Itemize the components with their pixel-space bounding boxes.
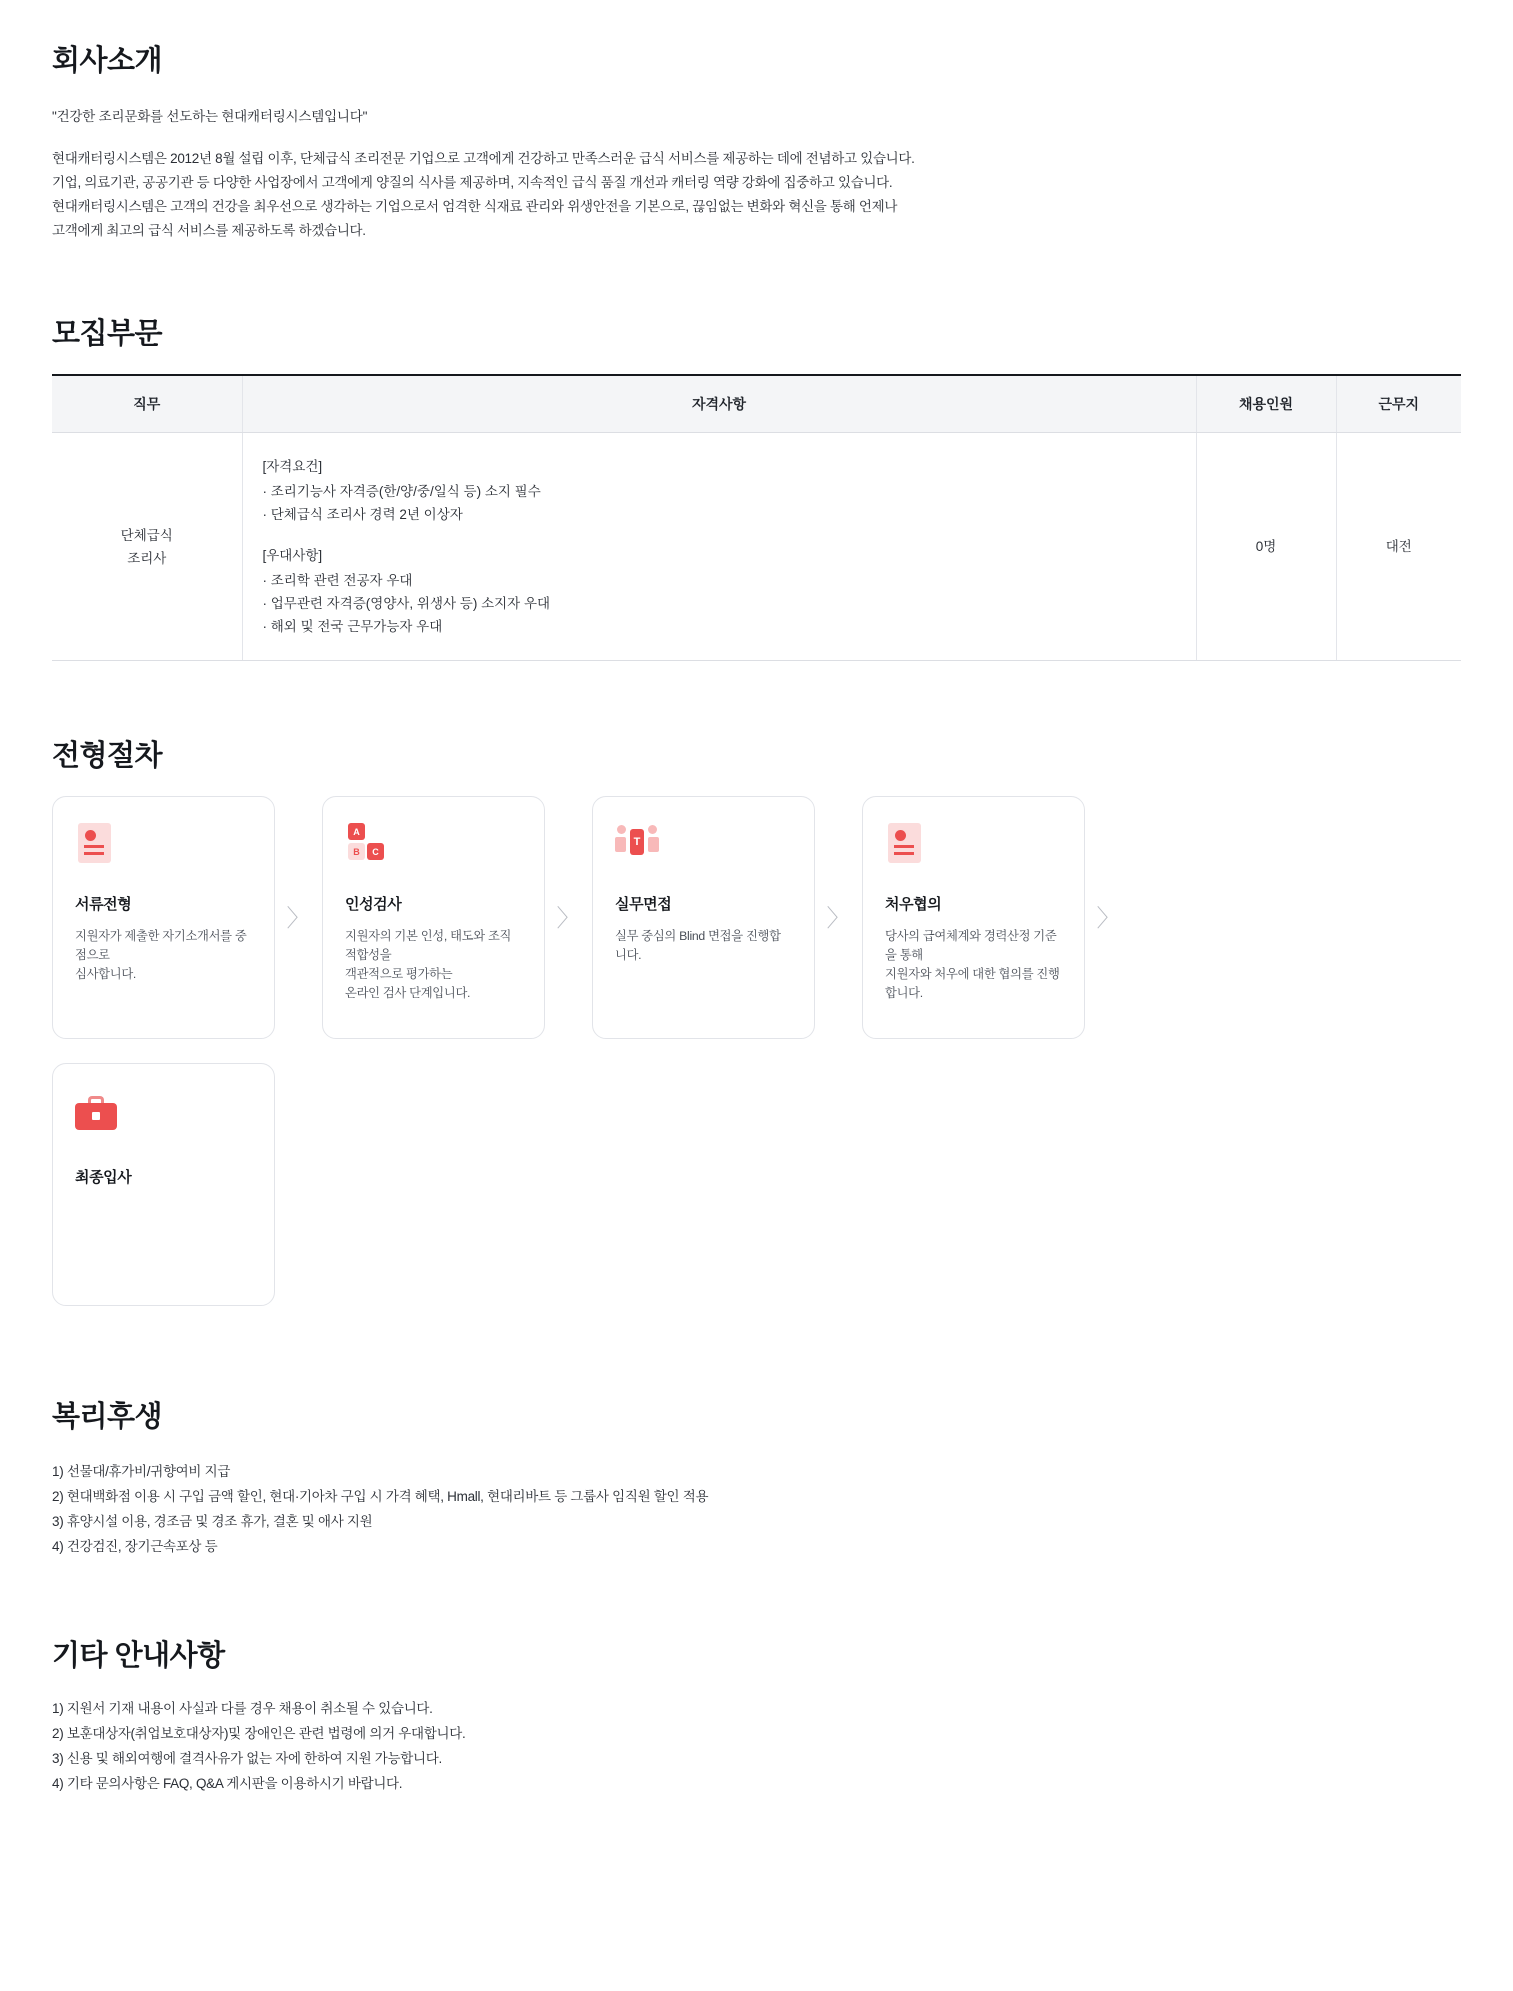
duty-line: 단체급식 (120, 527, 173, 543)
process-step-desc: 지원자의 기본 인성, 태도와 조직 적합성을 객관적으로 평가하는 온라인 검사 단계입니다. (345, 929, 512, 1000)
column-header-workplace: 근무지 (1336, 375, 1461, 433)
table-header-row (52, 375, 1461, 433)
list-item: 2) 현대백화점 이용 시 구입 금액 할인, 현대·기아차 구입 시 가격 혜택, Hmall, 현대리바트 등 그룹사 임직원 할인 적용 (52, 1489, 709, 1504)
list-item: 1) 선물대/휴가비/귀향여비 지급 (52, 1464, 231, 1479)
process-step-desc: 지원자가 제출한 자기소개서를 중점으로 심사합니다. (75, 929, 247, 981)
cell-duty (52, 433, 242, 661)
recruitment-table (52, 374, 1461, 661)
qualification-preferred (263, 544, 1176, 638)
qualification-required-item: · 조리기능사 자격증(한/양/중/일식 등) 소지 필수 (262, 484, 541, 499)
document-icon (885, 823, 929, 867)
cell-headcount: 0명 (1196, 433, 1336, 661)
chevron-right-icon: 〉 (556, 903, 581, 932)
recruitment-title: 모집부문 (52, 318, 163, 350)
company-description-line: 기업, 의료기관, 공공기관 등 다양한 사업장에서 고객에게 양질의 식사를 제공하며, 지속적인 급식 품질 개선과 캐터링 역량 강화에 집중하고 있습니다. (52, 175, 893, 190)
section-notice (52, 1633, 1461, 1796)
process-step-name: 처우협의 (885, 896, 942, 913)
company-description-line: 고객에게 최고의 급식 서비스를 제공하도록 하겠습니다. (52, 223, 366, 238)
section-company-intro (52, 38, 1461, 243)
section-process (52, 733, 1461, 1306)
list-item: 4) 건강검진, 장기근속포상 등 (52, 1539, 218, 1554)
process-steps-row-2 (52, 1063, 1461, 1306)
process-step-document-screening (52, 796, 275, 1039)
page-title: 회사소개 (52, 45, 163, 77)
process-step-practical-interview (592, 796, 815, 1039)
benefits-list (52, 1459, 1461, 1559)
list-item: 1) 지원서 기재 내용이 사실과 다를 경우 채용이 취소될 수 있습니다. (52, 1701, 433, 1716)
benefits-title: 복리후생 (52, 1401, 163, 1433)
qualification-required (263, 455, 1176, 526)
process-step-offer-negotiation (862, 796, 1085, 1039)
section-recruitment (52, 311, 1461, 661)
table-row (52, 433, 1461, 661)
qualification-preferred-item: · 조리학 관련 전공자 우대 (262, 573, 413, 588)
process-step-personality-test (322, 796, 545, 1039)
column-header-duty: 직무 (52, 375, 242, 433)
column-header-headcount: 채용인원 (1196, 375, 1336, 433)
list-item: 4) 기타 문의사항은 FAQ, Q&A 게시판을 이용하시기 바랍니다. (52, 1776, 403, 1791)
document-icon (75, 823, 119, 867)
interview-icon: T (615, 823, 659, 867)
process-step-desc: 실무 중심의 Blind 면접을 진행합니다. (615, 929, 781, 962)
column-header-qualification: 자격사항 (242, 375, 1196, 433)
process-steps-row (52, 796, 1461, 1039)
process-step-name: 실무면접 (615, 896, 672, 913)
qualification-required-item: · 단체급식 조리사 경력 2년 이상자 (262, 507, 463, 522)
process-step-name: 서류전형 (75, 896, 132, 913)
company-slogan: "건강한 조리문화를 선도하는 현대캐터링시스템입니다" (52, 109, 368, 124)
chevron-right-icon: 〉 (1096, 903, 1121, 932)
company-description-line: 현대캐터링시스템은 2012년 8월 설립 이후, 단체급식 조리전문 기업으로 고객에게 건강하고 만족스러운 급식 서비스를 제공하는 데에 전념하고 있습니다. (52, 151, 915, 166)
company-description (52, 147, 1461, 243)
qualification-preferred-item: · 업무관련 자격증(영양사, 위생사 등) 소지자 우대 (262, 596, 551, 611)
section-benefits (52, 1394, 1461, 1559)
process-step-name: 최종입사 (75, 1169, 132, 1186)
list-item: 3) 신용 및 해외여행에 결격사유가 없는 자에 한하여 지원 가능합니다. (52, 1751, 442, 1766)
briefcase-icon (75, 1096, 119, 1140)
chevron-right-icon: 〉 (826, 903, 851, 932)
process-step-name: 인성검사 (345, 896, 402, 913)
list-item: 2) 보훈대상자(취업보호대상자)및 장애인은 관련 법령에 의거 우대합니다. (52, 1726, 466, 1741)
personality-blocks-icon: A B C (345, 823, 389, 867)
process-step-final-hire (52, 1063, 275, 1306)
list-item: 3) 휴양시설 이용, 경조금 및 경조 휴가, 결혼 및 애사 지원 (52, 1514, 373, 1529)
spacer (263, 526, 1176, 544)
chevron-right-icon: 〉 (286, 903, 311, 932)
qualification-preferred-heading: [우대사항] (262, 548, 323, 563)
process-step-desc: 당사의 급여체계와 경력산정 기준을 통해 지원자와 처우에 대한 협의를 진행합니다. (885, 929, 1060, 1000)
cell-qualification (242, 433, 1196, 661)
notice-title: 기타 안내사항 (52, 1640, 225, 1672)
qualification-required-heading: [자격요건] (262, 459, 323, 474)
duty-line: 조리사 (127, 550, 167, 566)
company-description-line: 현대캐터링시스템은 고객의 건강을 최우선으로 생각하는 기업으로서 엄격한 식재료 관리와 위생안전을 기본으로, 끊임없는 변화와 혁신을 통해 언제나 (52, 199, 898, 214)
qualification-preferred-item: · 해외 및 전국 근무가능자 우대 (262, 619, 443, 634)
notice-list (52, 1696, 1461, 1796)
process-title: 전형절차 (52, 740, 163, 772)
cell-workplace: 대전 (1336, 433, 1461, 661)
